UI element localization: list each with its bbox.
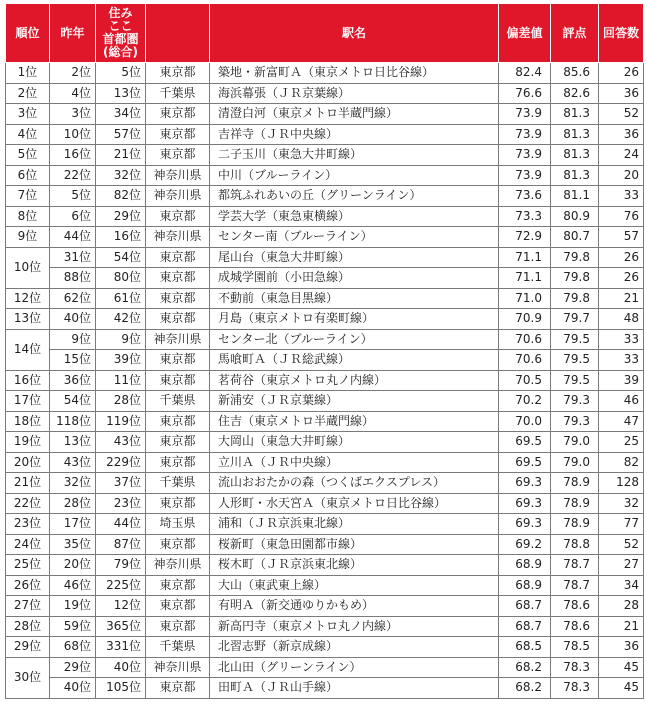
cell-score: 79.0 [551, 432, 599, 453]
cell-prefecture: 千葉県 [146, 637, 210, 658]
cell-rank: 17位 [6, 391, 50, 412]
table-body [6, 63, 644, 699]
table-row [6, 575, 644, 596]
cell-responses: 33 [599, 350, 644, 371]
cell-total-rank: 37位 [96, 473, 146, 494]
cell-station: 流山おおたかの森（つくばエクスプレス） [210, 473, 499, 494]
cell-prefecture: 東京都 [146, 63, 210, 84]
cell-rank: 20位 [6, 452, 50, 473]
cell-total-rank: 29位 [96, 206, 146, 227]
cell-responses: 46 [599, 391, 644, 412]
cell-last-year: 40位 [50, 309, 96, 330]
cell-responses: 21 [599, 288, 644, 309]
table-row [6, 411, 644, 432]
cell-last-year: 19位 [50, 596, 96, 617]
cell-deviation: 69.5 [499, 452, 551, 473]
cell-prefecture: 東京都 [146, 452, 210, 473]
cell-station: 成城学園前（小田急線） [210, 268, 499, 289]
cell-total-rank: 43位 [96, 432, 146, 453]
cell-deviation: 70.9 [499, 309, 551, 330]
cell-deviation: 73.9 [499, 165, 551, 186]
cell-rank: 23位 [6, 514, 50, 535]
cell-deviation: 69.2 [499, 534, 551, 555]
cell-deviation: 82.4 [499, 63, 551, 84]
cell-total-rank: 82位 [96, 186, 146, 207]
cell-station: 桜木町（ＪＲ京浜東北線） [210, 555, 499, 576]
cell-station: 桜新町（東急田園都市線） [210, 534, 499, 555]
cell-last-year: 4位 [50, 83, 96, 104]
cell-responses: 57 [599, 227, 644, 248]
cell-last-year: 32位 [50, 473, 96, 494]
cell-last-year: 43位 [50, 452, 96, 473]
table-row [6, 657, 644, 678]
cell-total-rank: 28位 [96, 391, 146, 412]
cell-total-rank: 32位 [96, 165, 146, 186]
header-station: 駅名 [210, 4, 499, 63]
table-row [6, 514, 644, 535]
cell-responses: 20 [599, 165, 644, 186]
cell-prefecture: 千葉県 [146, 473, 210, 494]
cell-last-year: 15位 [50, 350, 96, 371]
table-row [6, 596, 644, 617]
cell-total-rank: 9位 [96, 329, 146, 350]
cell-score: 78.9 [551, 514, 599, 535]
cell-total-rank: 16位 [96, 227, 146, 248]
cell-last-year: 68位 [50, 637, 96, 658]
table-row [6, 391, 644, 412]
cell-responses: 39 [599, 370, 644, 391]
cell-responses: 26 [599, 268, 644, 289]
cell-last-year: 88位 [50, 268, 96, 289]
cell-station: 田町Ａ（ＪＲ山手線） [210, 678, 499, 699]
cell-last-year: 35位 [50, 534, 96, 555]
table-row [6, 432, 644, 453]
cell-station: 不動前（東急目黒線） [210, 288, 499, 309]
cell-responses: 36 [599, 637, 644, 658]
cell-prefecture: 東京都 [146, 124, 210, 145]
cell-score: 79.8 [551, 288, 599, 309]
cell-rank: 16位 [6, 370, 50, 391]
cell-prefecture: 神奈川県 [146, 555, 210, 576]
cell-responses: 52 [599, 104, 644, 125]
cell-rank: 10位 [6, 247, 50, 288]
cell-deviation: 73.3 [499, 206, 551, 227]
header-score: 評点 [551, 4, 599, 63]
cell-station: 馬喰町Ａ（ＪＲ総武線） [210, 350, 499, 371]
cell-prefecture: 東京都 [146, 616, 210, 637]
cell-rank: 29位 [6, 637, 50, 658]
cell-total-rank: 23位 [96, 493, 146, 514]
table-row [6, 555, 644, 576]
cell-deviation: 70.0 [499, 411, 551, 432]
table-row [6, 637, 644, 658]
header-prefecture [146, 4, 210, 63]
cell-responses: 48 [599, 309, 644, 330]
cell-deviation: 73.9 [499, 124, 551, 145]
cell-deviation: 71.1 [499, 268, 551, 289]
cell-responses: 52 [599, 534, 644, 555]
ranking-table-container [5, 3, 644, 699]
cell-deviation: 68.7 [499, 596, 551, 617]
cell-prefecture: 神奈川県 [146, 329, 210, 350]
table-row [6, 227, 644, 248]
cell-total-rank: 225位 [96, 575, 146, 596]
cell-station: 吉祥寺（ＪＲ中央線） [210, 124, 499, 145]
cell-rank: 5位 [6, 145, 50, 166]
table-row [6, 493, 644, 514]
cell-last-year: 17位 [50, 514, 96, 535]
cell-responses: 45 [599, 678, 644, 699]
cell-rank: 24位 [6, 534, 50, 555]
cell-last-year: 10位 [50, 124, 96, 145]
cell-score: 79.8 [551, 247, 599, 268]
cell-score: 81.3 [551, 124, 599, 145]
table-row [6, 186, 644, 207]
header-responses: 回答数 [599, 4, 644, 63]
cell-last-year: 28位 [50, 493, 96, 514]
cell-score: 79.0 [551, 452, 599, 473]
cell-deviation: 71.0 [499, 288, 551, 309]
cell-total-rank: 11位 [96, 370, 146, 391]
cell-rank: 26位 [6, 575, 50, 596]
table-row [6, 145, 644, 166]
cell-station: センター北（ブルーライン） [210, 329, 499, 350]
cell-total-rank: 229位 [96, 452, 146, 473]
cell-last-year: 20位 [50, 555, 96, 576]
table-row [6, 206, 644, 227]
cell-last-year: 5位 [50, 186, 96, 207]
cell-rank: 22位 [6, 493, 50, 514]
cell-station: 住吉（東京メトロ半蔵門線） [210, 411, 499, 432]
cell-responses: 27 [599, 555, 644, 576]
cell-total-rank: 5位 [96, 63, 146, 84]
table-row [6, 452, 644, 473]
cell-prefecture: 東京都 [146, 145, 210, 166]
cell-prefecture: 神奈川県 [146, 227, 210, 248]
cell-station: 北山田（グリーンライン） [210, 657, 499, 678]
cell-deviation: 68.2 [499, 678, 551, 699]
header-last-year: 昨年 [50, 4, 96, 63]
cell-rank: 30位 [6, 657, 50, 698]
cell-score: 79.3 [551, 391, 599, 412]
cell-score: 79.3 [551, 411, 599, 432]
cell-rank: 8位 [6, 206, 50, 227]
cell-last-year: 29位 [50, 657, 96, 678]
cell-score: 79.5 [551, 350, 599, 371]
header-total-line-3: 首都圏 [102, 32, 139, 46]
cell-deviation: 73.9 [499, 145, 551, 166]
cell-rank: 9位 [6, 227, 50, 248]
cell-station: センター南（ブルーライン） [210, 227, 499, 248]
cell-station: 二子玉川（東急大井町線） [210, 145, 499, 166]
cell-total-rank: 105位 [96, 678, 146, 699]
cell-prefecture: 東京都 [146, 268, 210, 289]
header-rank: 順位 [6, 4, 50, 63]
cell-station: 清澄白河（東京メトロ半蔵門線） [210, 104, 499, 125]
cell-last-year: 16位 [50, 145, 96, 166]
cell-total-rank: 21位 [96, 145, 146, 166]
table-row [6, 124, 644, 145]
cell-station: 尾山台（東急大井町線） [210, 247, 499, 268]
cell-rank: 27位 [6, 596, 50, 617]
cell-prefecture: 東京都 [146, 575, 210, 596]
cell-station: 学芸大学（東急東横線） [210, 206, 499, 227]
cell-last-year: 59位 [50, 616, 96, 637]
cell-total-rank: 87位 [96, 534, 146, 555]
cell-rank: 19位 [6, 432, 50, 453]
cell-last-year: 118位 [50, 411, 96, 432]
cell-total-rank: 365位 [96, 616, 146, 637]
cell-total-rank: 44位 [96, 514, 146, 535]
cell-last-year: 46位 [50, 575, 96, 596]
cell-responses: 24 [599, 145, 644, 166]
cell-score: 81.3 [551, 145, 599, 166]
cell-station: 中川（ブルーライン） [210, 165, 499, 186]
cell-deviation: 72.9 [499, 227, 551, 248]
cell-rank: 18位 [6, 411, 50, 432]
cell-score: 80.7 [551, 227, 599, 248]
cell-deviation: 68.9 [499, 555, 551, 576]
cell-rank: 6位 [6, 165, 50, 186]
cell-last-year: 22位 [50, 165, 96, 186]
cell-deviation: 69.3 [499, 473, 551, 494]
cell-prefecture: 東京都 [146, 247, 210, 268]
cell-prefecture: 東京都 [146, 370, 210, 391]
cell-rank: 13位 [6, 309, 50, 330]
table-header-row [6, 4, 644, 63]
cell-station: 築地・新富町Ａ（東京メトロ日比谷線） [210, 63, 499, 84]
cell-station: 新浦安（ＪＲ京葉線） [210, 391, 499, 412]
cell-prefecture: 東京都 [146, 411, 210, 432]
cell-prefecture: 東京都 [146, 288, 210, 309]
cell-deviation: 68.7 [499, 616, 551, 637]
cell-station: 有明Ａ（新交通ゆりかもめ） [210, 596, 499, 617]
cell-score: 78.8 [551, 534, 599, 555]
cell-station: 茗荷谷（東京メトロ丸ノ内線） [210, 370, 499, 391]
cell-score: 78.6 [551, 616, 599, 637]
table-row [6, 329, 644, 350]
cell-last-year: 36位 [50, 370, 96, 391]
cell-last-year: 31位 [50, 247, 96, 268]
cell-prefecture: 東京都 [146, 678, 210, 699]
cell-score: 78.7 [551, 575, 599, 596]
cell-total-rank: 13位 [96, 83, 146, 104]
table-row [6, 83, 644, 104]
cell-responses: 36 [599, 83, 644, 104]
cell-total-rank: 39位 [96, 350, 146, 371]
cell-responses: 26 [599, 63, 644, 84]
table-row [6, 268, 644, 289]
table-row [6, 678, 644, 699]
cell-score: 82.6 [551, 83, 599, 104]
cell-rank: 14位 [6, 329, 50, 370]
cell-score: 81.3 [551, 165, 599, 186]
cell-rank: 2位 [6, 83, 50, 104]
cell-total-rank: 331位 [96, 637, 146, 658]
cell-deviation: 76.6 [499, 83, 551, 104]
cell-score: 78.6 [551, 596, 599, 617]
cell-last-year: 9位 [50, 329, 96, 350]
cell-prefecture: 千葉県 [146, 83, 210, 104]
cell-prefecture: 神奈川県 [146, 657, 210, 678]
cell-responses: 82 [599, 452, 644, 473]
header-total-line-4: (総合) [103, 45, 138, 59]
table-row [6, 104, 644, 125]
cell-total-rank: 54位 [96, 247, 146, 268]
cell-prefecture: 神奈川県 [146, 186, 210, 207]
cell-station: 月島（東京メトロ有楽町線） [210, 309, 499, 330]
cell-rank: 7位 [6, 186, 50, 207]
station-ranking-table [5, 3, 644, 699]
cell-score: 78.3 [551, 657, 599, 678]
cell-deviation: 68.9 [499, 575, 551, 596]
cell-last-year: 40位 [50, 678, 96, 699]
cell-rank: 4位 [6, 124, 50, 145]
cell-rank: 12位 [6, 288, 50, 309]
cell-score: 79.5 [551, 329, 599, 350]
cell-responses: 36 [599, 124, 644, 145]
header-total-rank [96, 4, 146, 63]
cell-deviation: 70.5 [499, 370, 551, 391]
cell-total-rank: 79位 [96, 555, 146, 576]
cell-score: 78.9 [551, 493, 599, 514]
cell-prefecture: 東京都 [146, 432, 210, 453]
header-total-line-1: 住み [108, 6, 133, 20]
cell-rank: 1位 [6, 63, 50, 84]
cell-responses: 77 [599, 514, 644, 535]
cell-score: 78.5 [551, 637, 599, 658]
cell-prefecture: 東京都 [146, 104, 210, 125]
table-row [6, 63, 644, 84]
header-deviation: 偏差値 [499, 4, 551, 63]
cell-station: 浦和（ＪＲ京浜東北線） [210, 514, 499, 535]
cell-station: 人形町・水天宮Ａ（東京メトロ日比谷線） [210, 493, 499, 514]
cell-deviation: 70.6 [499, 329, 551, 350]
cell-score: 79.8 [551, 268, 599, 289]
cell-station: 大岡山（東急大井町線） [210, 432, 499, 453]
cell-responses: 45 [599, 657, 644, 678]
cell-last-year: 13位 [50, 432, 96, 453]
cell-deviation: 68.5 [499, 637, 551, 658]
cell-score: 78.3 [551, 678, 599, 699]
cell-station: 海浜幕張（ＪＲ京葉線） [210, 83, 499, 104]
cell-responses: 28 [599, 596, 644, 617]
cell-total-rank: 119位 [96, 411, 146, 432]
cell-prefecture: 東京都 [146, 309, 210, 330]
cell-score: 78.9 [551, 473, 599, 494]
cell-responses: 33 [599, 186, 644, 207]
cell-total-rank: 57位 [96, 124, 146, 145]
cell-total-rank: 34位 [96, 104, 146, 125]
cell-deviation: 69.3 [499, 514, 551, 535]
cell-prefecture: 東京都 [146, 534, 210, 555]
cell-score: 80.9 [551, 206, 599, 227]
cell-last-year: 54位 [50, 391, 96, 412]
cell-deviation: 69.5 [499, 432, 551, 453]
cell-last-year: 6位 [50, 206, 96, 227]
cell-deviation: 70.2 [499, 391, 551, 412]
cell-responses: 76 [599, 206, 644, 227]
cell-station: 新高円寺（東京メトロ丸ノ内線） [210, 616, 499, 637]
cell-total-rank: 61位 [96, 288, 146, 309]
cell-deviation: 73.9 [499, 104, 551, 125]
cell-responses: 34 [599, 575, 644, 596]
cell-responses: 128 [599, 473, 644, 494]
cell-station: 北習志野（新京成線） [210, 637, 499, 658]
table-row [6, 370, 644, 391]
cell-responses: 21 [599, 616, 644, 637]
table-row [6, 165, 644, 186]
cell-prefecture: 神奈川県 [146, 165, 210, 186]
cell-score: 81.1 [551, 186, 599, 207]
cell-prefecture: 東京都 [146, 596, 210, 617]
cell-score: 79.7 [551, 309, 599, 330]
cell-total-rank: 42位 [96, 309, 146, 330]
cell-responses: 25 [599, 432, 644, 453]
cell-rank: 21位 [6, 473, 50, 494]
cell-station: 大山（東武東上線） [210, 575, 499, 596]
cell-responses: 26 [599, 247, 644, 268]
table-row [6, 534, 644, 555]
cell-station: 立川Ａ（ＪＲ中央線） [210, 452, 499, 473]
cell-rank: 28位 [6, 616, 50, 637]
cell-deviation: 69.3 [499, 493, 551, 514]
cell-responses: 47 [599, 411, 644, 432]
cell-score: 78.7 [551, 555, 599, 576]
cell-score: 79.5 [551, 370, 599, 391]
cell-last-year: 2位 [50, 63, 96, 84]
cell-score: 85.6 [551, 63, 599, 84]
header-total-line-2: ここ [108, 19, 133, 33]
table-row [6, 288, 644, 309]
cell-deviation: 70.6 [499, 350, 551, 371]
cell-total-rank: 12位 [96, 596, 146, 617]
cell-last-year: 44位 [50, 227, 96, 248]
cell-station: 都筑ふれあいの丘（グリーンライン） [210, 186, 499, 207]
table-row [6, 616, 644, 637]
cell-rank: 3位 [6, 104, 50, 125]
table-row [6, 350, 644, 371]
cell-prefecture: 東京都 [146, 493, 210, 514]
cell-last-year: 62位 [50, 288, 96, 309]
cell-responses: 32 [599, 493, 644, 514]
cell-prefecture: 東京都 [146, 206, 210, 227]
cell-responses: 33 [599, 329, 644, 350]
cell-prefecture: 東京都 [146, 350, 210, 371]
cell-prefecture: 千葉県 [146, 391, 210, 412]
cell-total-rank: 40位 [96, 657, 146, 678]
cell-deviation: 73.6 [499, 186, 551, 207]
cell-deviation: 71.1 [499, 247, 551, 268]
cell-total-rank: 80位 [96, 268, 146, 289]
table-row [6, 247, 644, 268]
table-row [6, 473, 644, 494]
cell-prefecture: 埼玉県 [146, 514, 210, 535]
cell-score: 81.3 [551, 104, 599, 125]
cell-last-year: 3位 [50, 104, 96, 125]
table-row [6, 309, 644, 330]
cell-rank: 25位 [6, 555, 50, 576]
cell-deviation: 68.2 [499, 657, 551, 678]
